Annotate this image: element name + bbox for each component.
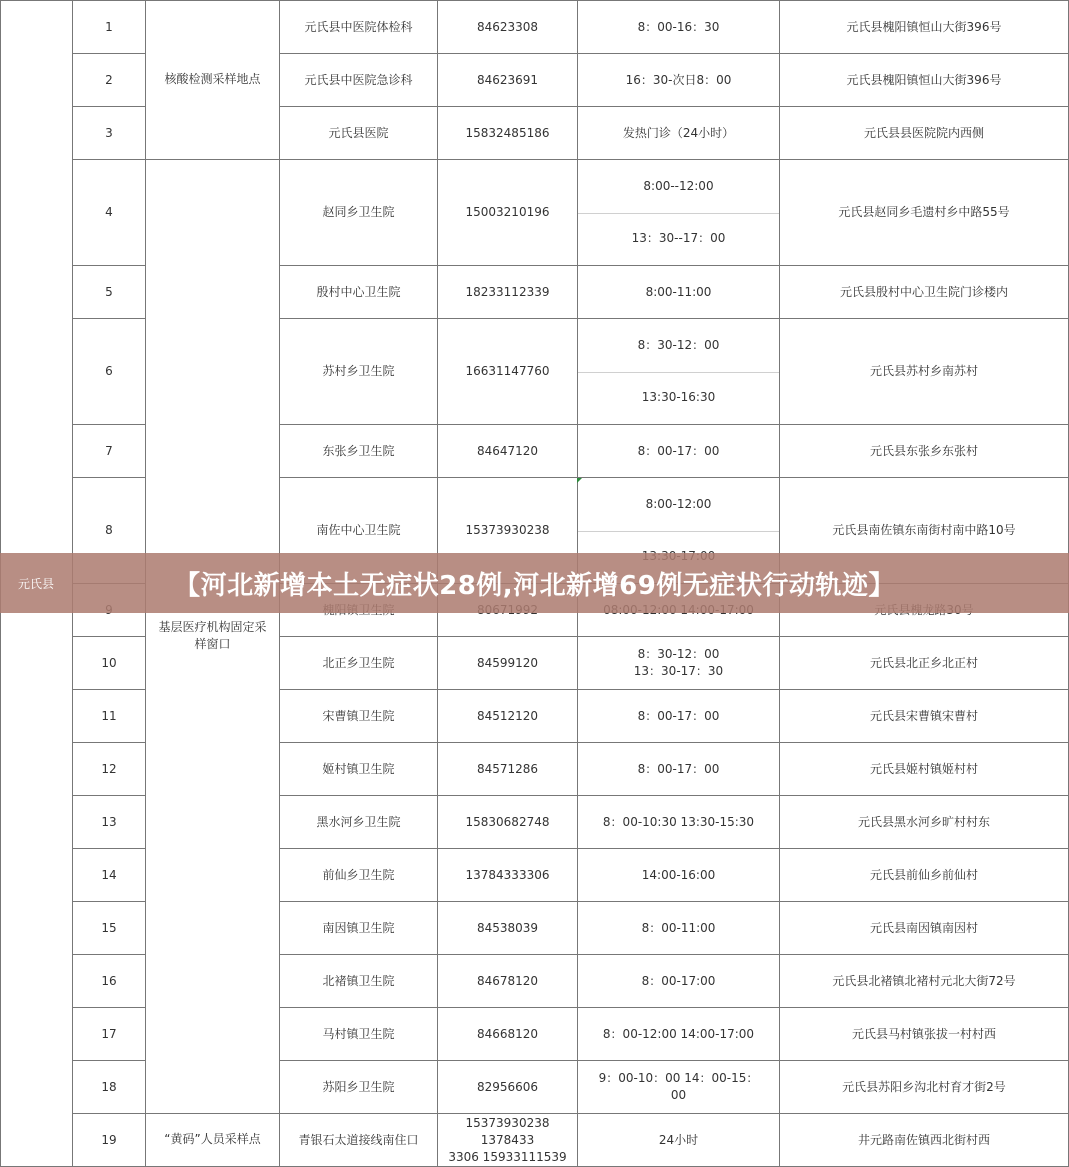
grid-line <box>145 159 279 160</box>
category-cell: 基层医疗机构固定采 样窗口 <box>158 620 267 651</box>
address: 元氏县宋曹镇宋曹村 <box>869 708 978 723</box>
site-name: 青银石太道接线南住口 <box>298 1132 419 1147</box>
address: 元氏县苏阳乡沟北村育才街2号 <box>842 1079 1006 1094</box>
row-number: 1 <box>105 19 113 34</box>
phone-number: 15003210196 <box>465 205 550 219</box>
site-name: 元氏县中医院体检科 <box>304 19 413 34</box>
phone-number: 84571286 <box>476 761 539 776</box>
row-number: 17 <box>101 1026 117 1041</box>
row-number: 12 <box>101 761 117 776</box>
phone-number: 84599120 <box>476 655 539 670</box>
headline-title: 【河北新增本土无症状28例,河北新增69例无症状行动轨迹】 <box>174 570 895 601</box>
site-name: 元氏县医院 <box>328 125 389 140</box>
service-hours: 13：30--17：00 <box>631 231 726 246</box>
phone-number: 84512120 <box>476 708 539 723</box>
row-number: 5 <box>105 284 113 299</box>
service-hours: 8:00--12:00 <box>643 178 714 193</box>
row-number: 15 <box>101 920 117 935</box>
row-number: 13 <box>101 814 117 829</box>
category-cell: “黄码”人员采样点 <box>164 1132 261 1146</box>
sub-divider <box>578 213 779 214</box>
row-number: 6 <box>105 364 113 378</box>
site-name: 苏村乡卫生院 <box>322 364 395 378</box>
address: 元氏县姬村镇姬村村 <box>869 761 978 776</box>
sub-divider <box>578 372 779 373</box>
phone-number: 18233112339 <box>465 284 550 299</box>
cell-marker <box>577 478 582 483</box>
row-number: 16 <box>101 973 117 988</box>
row-number: 11 <box>101 708 117 723</box>
row-number: 3 <box>105 125 113 140</box>
site-name: 北褚镇卫生院 <box>322 973 395 988</box>
service-hours: 8：00-17：00 <box>637 443 720 458</box>
category-cell: 核酸检测采样地点 <box>164 72 261 86</box>
phone-number: 13784333306 <box>465 867 550 882</box>
address: 元氏县殷村中心卫生院门诊楼内 <box>839 284 1008 299</box>
address: 元氏县槐阳镇恒山大街396号 <box>846 19 1002 34</box>
address: 元氏县县医院院内西侧 <box>863 125 984 140</box>
row-number: 19 <box>101 1132 117 1147</box>
phone-number: 84538039 <box>476 920 539 935</box>
site-name: 姬村镇卫生院 <box>322 761 395 776</box>
phone-number: 84668120 <box>476 1026 539 1041</box>
phone-number: 16631147760 <box>465 364 550 378</box>
address: 元氏县赵同乡毛遗村乡中路55号 <box>838 205 1010 219</box>
site-name: 北正乡卫生院 <box>322 655 395 670</box>
phone-number: 82956606 <box>476 1079 539 1094</box>
phone-number: 15830682748 <box>465 814 550 829</box>
service-hours: 发热门诊（24小时） <box>622 125 735 140</box>
service-hours: 13:30-16:30 <box>641 390 716 405</box>
service-hours: 8：00-16：30 <box>637 19 720 34</box>
row-number: 10 <box>101 655 117 670</box>
address: 元氏县马村镇张拔一村村西 <box>851 1026 996 1041</box>
phone-number: 15373930238 1378433 3306 15933111539 <box>448 1115 567 1164</box>
row-number: 4 <box>105 205 113 219</box>
site-name: 马村镇卫生院 <box>322 1026 395 1041</box>
site-name: 元氏县中医院急诊科 <box>304 72 413 87</box>
phone-number: 84623308 <box>476 19 539 34</box>
address: 井元路南佐镇西北街村西 <box>857 1132 990 1147</box>
county-label: 元氏县 <box>17 576 54 591</box>
site-name: 赵同乡卫生院 <box>322 205 395 219</box>
row-number: 2 <box>105 72 113 87</box>
site-name: 黑水河乡卫生院 <box>316 814 401 829</box>
site-name: 东张乡卫生院 <box>322 443 395 458</box>
service-hours: 8：30-12：00 <box>637 337 720 352</box>
service-hours: 8：30-12：00 13：30-17：30 <box>633 647 724 678</box>
service-hours: 16：30-次日8：00 <box>625 72 732 87</box>
address: 元氏县槐阳镇恒山大街396号 <box>846 72 1002 87</box>
address: 元氏县北正乡北正村 <box>869 655 978 670</box>
service-hours: 24小时 <box>658 1132 699 1147</box>
address: 元氏县黑水河乡旷村村东 <box>857 814 990 829</box>
service-hours: 8：00-12:00 14:00-17:00 <box>602 1026 755 1041</box>
headline-banner <box>0 553 1069 613</box>
row-number: 14 <box>101 867 117 882</box>
phone-number: 84678120 <box>476 973 539 988</box>
service-hours: 8：00-11:00 <box>641 920 716 935</box>
phone-number: 84623691 <box>476 72 539 87</box>
site-name: 殷村中心卫生院 <box>316 284 401 299</box>
site-name: 南因镇卫生院 <box>322 920 395 935</box>
service-hours: 8:00-12:00 <box>645 496 712 511</box>
phone-number: 15832485186 <box>465 125 550 140</box>
service-hours: 8：00-10:30 13:30-15:30 <box>602 814 755 829</box>
site-name: 宋曹镇卫生院 <box>322 708 395 723</box>
service-hours: 9：00-10：00 14：00-15： 00 <box>598 1071 759 1102</box>
site-name: 前仙乡卫生院 <box>322 867 395 882</box>
address: 元氏县前仙乡前仙村 <box>869 867 978 882</box>
address: 元氏县苏村乡南苏村 <box>869 364 978 378</box>
row-number: 7 <box>105 443 113 458</box>
service-hours: 8：00-17:00 <box>641 973 716 988</box>
service-hours: 14:00-16:00 <box>641 867 716 882</box>
phone-number: 84647120 <box>476 443 539 458</box>
address: 元氏县东张乡东张村 <box>869 443 978 458</box>
service-hours: 8：00-17：00 <box>637 708 720 723</box>
service-hours: 8：00-17：00 <box>637 761 720 776</box>
phone-number: 15373930238 <box>465 523 550 537</box>
row-number: 18 <box>101 1079 117 1094</box>
address: 元氏县南佐镇东南街村南中路10号 <box>832 523 1016 537</box>
site-name: 苏阳乡卫生院 <box>322 1079 395 1094</box>
site-name: 南佐中心卫生院 <box>316 523 401 537</box>
service-hours: 8:00-11:00 <box>645 284 712 299</box>
sub-divider <box>578 531 779 532</box>
address: 元氏县南因镇南因村 <box>869 920 978 935</box>
address: 元氏县北褚镇北褚村元北大街72号 <box>832 973 1016 988</box>
row-number: 8 <box>105 523 113 537</box>
